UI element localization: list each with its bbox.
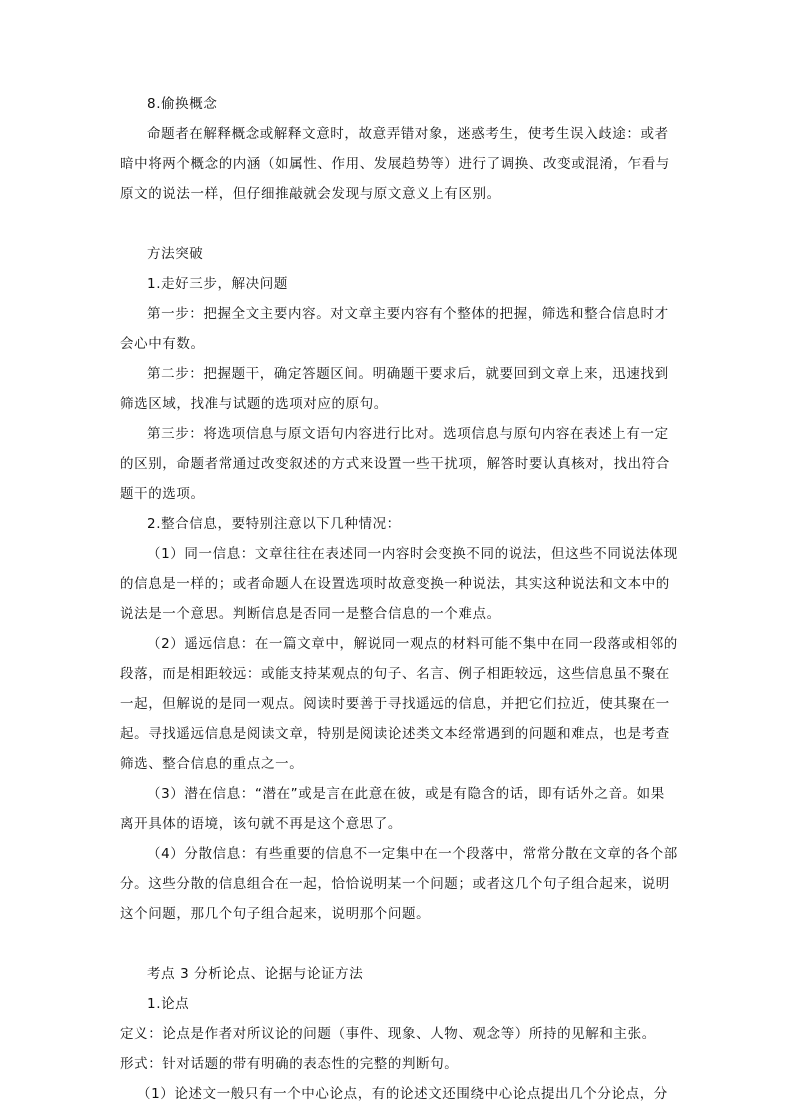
paragraph-line: 定义：论点是作者对所议论的问题（事件、现象、人物、观念等）所持的见解和主张。	[120, 1026, 656, 1042]
paragraph-line: 第二步：把握题干，确定答题区间。明确题干要求后，就要回到文章上来，迅速找到	[147, 366, 669, 382]
section-heading: 考点 3 分析论点、论据与论证方法	[147, 966, 364, 982]
paragraph-line: 原文的说法一样，但仔细推敲就会发现与原文意义上有区别。	[120, 186, 501, 202]
paragraph-line: 题干的选项。	[120, 486, 205, 502]
paragraph-line: （2）遥远信息：在一篇文章中，解说同一观点的材料可能不集中在同一段落或相邻的	[147, 636, 678, 652]
paragraph-line: 段落，而是相距较远：或能支持某观点的句子、名言、例子相距较远，这些信息虽不聚在	[120, 666, 670, 682]
paragraph-line: 筛选、整合信息的重点之一。	[120, 756, 304, 772]
paragraph-line: 筛选区域，找准与试题的选项对应的原句。	[120, 396, 388, 412]
paragraph-line: 第三步：将选项信息与原文语句内容进行比对。选项信息与原句内容在表述上有一定	[147, 426, 669, 442]
paragraph-line: 起。寻找遥远信息是阅读文章，特别是阅读论述类文本经常遇到的问题和难点，也是考查	[120, 726, 670, 742]
paragraph-line: 命题者在解释概念或解释文意时，故意弄错对象，迷惑考生，使考生误入歧途：或者	[147, 126, 669, 142]
paragraph-line: 暗中将两个概念的内涵（如属性、作用、发展趋势等）进行了调换、改变或混淆，乍看与	[120, 156, 670, 172]
subsection-heading: 1.走好三步，解决问题	[147, 276, 288, 292]
paragraph-line: 的区别，命题者常通过改变叙述的方式来设置一些干扰项，解答时要认真核对，找出符合	[120, 456, 670, 472]
paragraph-line: 说法是一个意思。判断信息是否同一是整合信息的一个难点。	[120, 606, 501, 622]
section-heading: 8.偷换概念	[147, 96, 218, 112]
paragraph-line: （4）分散信息：有些重要的信息不一定集中在一个段落中，常常分散在文章的各个部	[147, 846, 678, 862]
paragraph-line: 这个问题，那几个句子组合起来，说明那个问题。	[120, 906, 431, 922]
paragraph-line: 离开具体的语境，该句就不再是这个意思了。	[120, 816, 402, 832]
subsection-heading: 2.整合信息，要特别注意以下几种情况：	[147, 516, 401, 532]
paragraph-line: （1）论述文一般只有一个中心论点，有的论述文还围绕中心论点提出几个分论点，分	[137, 1086, 668, 1102]
section-heading: 方法突破	[147, 246, 204, 262]
paragraph-line: 分。这些分散的信息组合在一起，恰恰说明某一个问题；或者这几个句子组合起来，说明	[120, 876, 670, 892]
paragraph-line: 一起，但解说的是同一观点。阅读时要善于寻找遥远的信息，并把它们拉近，使其聚在一	[120, 696, 670, 712]
paragraph-line: （1）同一信息：文章往往在表述同一内容时会变换不同的说法，但这些不同说法体现	[147, 546, 678, 562]
paragraph-line: 第一步：把握全文主要内容。对文章主要内容有个整体的把握，筛选和整合信息时才	[147, 306, 669, 322]
paragraph-line: （3）潜在信息：“潜在”或是言在此意在彼，或是有隐含的话，即有话外之音。如果	[147, 786, 665, 802]
paragraph-line: 形式：针对话题的带有明确的表态性的完整的判断句。	[120, 1056, 459, 1072]
subsection-heading: 1.论点	[147, 996, 190, 1012]
paragraph-line: 的信息是一样的；或者命题人在设置选项时故意变换一种说法，其实这种说法和文本中的	[120, 576, 670, 592]
paragraph-line: 会心中有数。	[120, 336, 205, 352]
